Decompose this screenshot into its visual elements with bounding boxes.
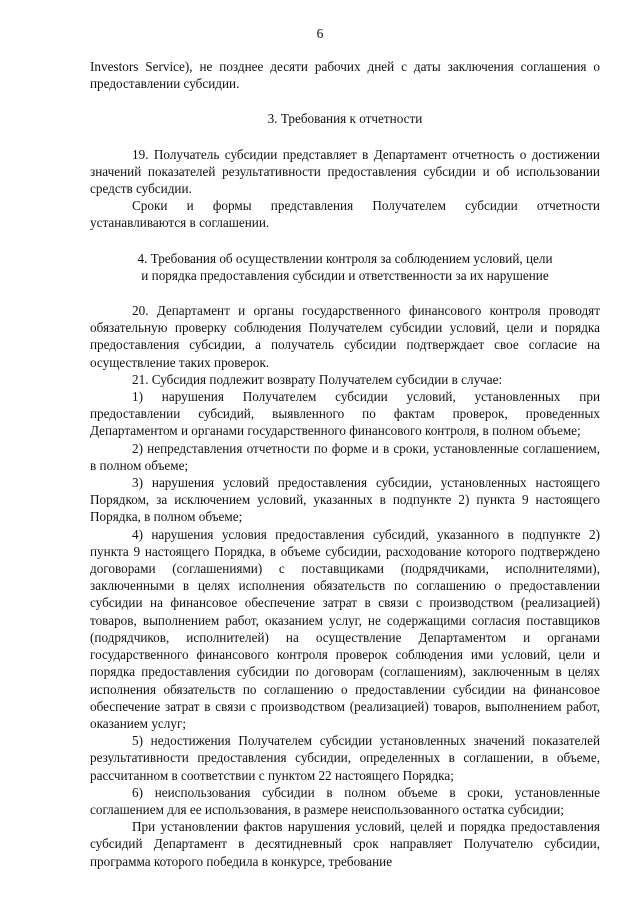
list-item-6: 6) неиспользования субсидии в полном объеме в сроки, установленные соглашением для ее использования, в размере неиспользованного остатка субсидии; — [90, 784, 600, 817]
list-item-1: 1) нарушения Получателем субсидии условий, установленных при предоставлении субсидий, выявленного по фактам проверок, проведенных Департаментом и органами государственного финансового контроля, в полном объеме; — [90, 389, 600, 439]
list-item-3: 3) нарушения условий предоставления субсидии, установленных настоящего Порядком, за исключением условий, указанных в подпункте 2) пункта 9 настоящего Порядка, в полном объеме; — [90, 475, 600, 525]
document-body — [90, 58, 600, 870]
section-4-heading-line-2: и порядка предоставления субсидии и ответственности за их нарушение — [141, 267, 549, 283]
paragraph-20: 20. Департамент и органы государственного финансового контроля проводят обязательную проверку соблюдения Получателем субсидии условий, цели и порядка предоставления субсидии, а получатель субсидии подтверждает свое согласие на осуществление таких проверок. — [90, 303, 600, 370]
list-item-4: 4) нарушения условия предоставления субсидий, указанного в подпункте 2) пункта 9 настоящего Порядка, в объеме субсидии, расходование которого подтверждено договорами (соглашениями) с поставщиками (подрядчиками, исполнителями), заключенными в целях исполнения обязательств по соглашению о предоставлении субсидии на финансовое обеспечение затрат в связи с производством (реализацией) товаров, выполнением работ, оказанием услуг, не содержащими согласия поставщиков (подрядчиков, исполнителей) на осуществление Департаментом и органами государственного финансового контроля проверок соблюдения ими условий, цели и порядка предоставления субсидии по договорам (соглашениям), заключенным в целях исполнения обязательств по соглашению о предоставлении субсидии на финансовое обеспечение затрат в связи с производством (реализацией) товаров, выполнением работ, оказанием услуг; — [90, 526, 600, 731]
paragraph-19: 19. Получатель субсидии представляет в Департамент отчетность о достижении значений показателей результативности предоставления субсидии и об использовании средств субсидии. — [90, 146, 600, 197]
final-paragraph: При установлении фактов нарушения условий, целей и порядка предоставления субсидий Департамент в десятидневный срок направляет Получателю субсидии, программа которого победила в конкурсе, требование — [90, 819, 600, 869]
list-item-2: 2) непредставления отчетности по форме и в сроки, установленные соглашением, в полном объеме; — [90, 440, 600, 473]
intro-paragraph: Investors Service), не позднее десяти рабочих дней с даты заключения соглашения о предоставлении субсидии. — [90, 59, 600, 92]
list-item-5: 5) недостижения Получателем субсидии установленных значений показателей результативности предоставления субсидии, определенных в соглашении, в объеме, рассчитанном в соответствии с пунктом 22 настоящего Порядка; — [90, 733, 600, 783]
paragraph-21: 21. Субсидия подлежит возврату Получателем субсидии в случае: — [132, 371, 503, 387]
paragraph-19-continued: Сроки и формы представления Получателем субсидии отчетности устанавливаются в соглашении. — [90, 198, 600, 231]
section-4-heading-line-1: 4. Требования об осуществлении контроля за соблюдением условий, цели — [137, 250, 553, 266]
page-number: 6 — [316, 26, 324, 41]
section-3-heading: 3. Требования к отчетности — [267, 111, 423, 127]
